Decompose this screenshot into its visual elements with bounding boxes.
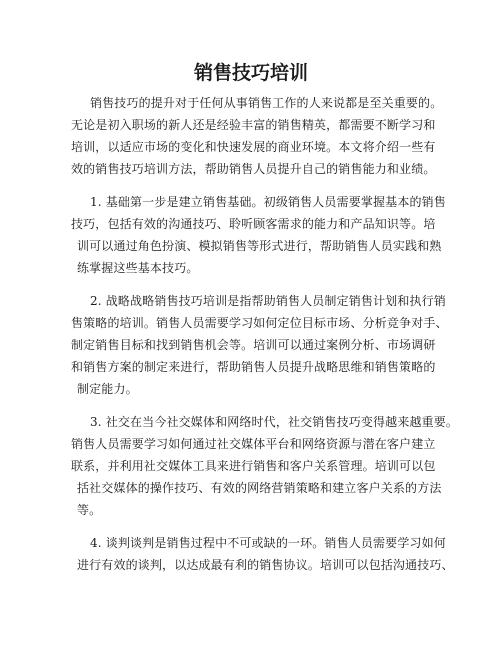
paragraph-line: 4. 谈判谈判是销售过程中不可或缺的一环。销售人员需要学习如何 (90, 536, 446, 550)
paragraph-line: 括社交媒体的操作技巧、有效的网络营销策略和建立客户关系的方法 (77, 481, 442, 495)
paragraph-line: 等。 (77, 503, 102, 517)
paragraph-line: 练掌握这些基本技巧。 (77, 261, 199, 275)
paragraph-line: 1. 基础第一步是建立销售基础。初级销售人员需要掌握基本的销售 (90, 195, 446, 209)
paragraph-line: 销售人员需要学习如何通过社交媒体平台和网络资源与潜在客户建立 (71, 437, 436, 451)
paragraph-line: 效的销售技巧培训方法，帮助销售人员提升自己的销售能力和业绩。 (71, 162, 436, 176)
paragraph-line: 售策略的培训。销售人员需要学习如何定位目标市场、分析竞争对手、 (71, 316, 448, 330)
paragraph-line: 2. 战略战略销售技巧培训是指帮助销售人员制定销售计划和执行销 (90, 294, 446, 308)
paragraph-line: 和销售方案的制定来进行，帮助销售人员提升战略思维和销售策略的 (71, 360, 436, 374)
paragraph-line: 进行有效的谈判，以达成最有利的销售协议。培训可以包括沟通技巧、 (77, 558, 454, 572)
paragraph-line: 培训，以适应市场的变化和快速发展的商业环境。本文将介绍一些有 (71, 140, 436, 154)
paragraph-line: 训可以通过角色扮演、模拟销售等形式进行，帮助销售人员实践和熟 (77, 239, 442, 253)
page-title: 销售技巧培训 (193, 62, 308, 84)
paragraph-line: 无论是初入职场的新人还是经验丰富的销售精英，都需要不断学习和 (71, 118, 436, 132)
paragraph-line: 制定能力。 (77, 382, 138, 396)
paragraph-line: 销售技巧的提升对于任何从事销售工作的人来说都是至关重要的。 (90, 96, 443, 110)
paragraph-line: 联系，并利用社交媒体工具来进行销售和客户关系管理。培训可以包 (71, 459, 436, 473)
paragraph-line: 3. 社交在当今社交媒体和网络时代，社交销售技巧变得越来越重要。 (90, 415, 459, 429)
paragraph-line: 制定销售目标和找到销售机会等。培训可以通过案例分析、市场调研 (71, 338, 436, 352)
paragraph-line: 技巧，包括有效的沟通技巧、聆听顾客需求的能力和产品知识等。培 (71, 217, 436, 231)
